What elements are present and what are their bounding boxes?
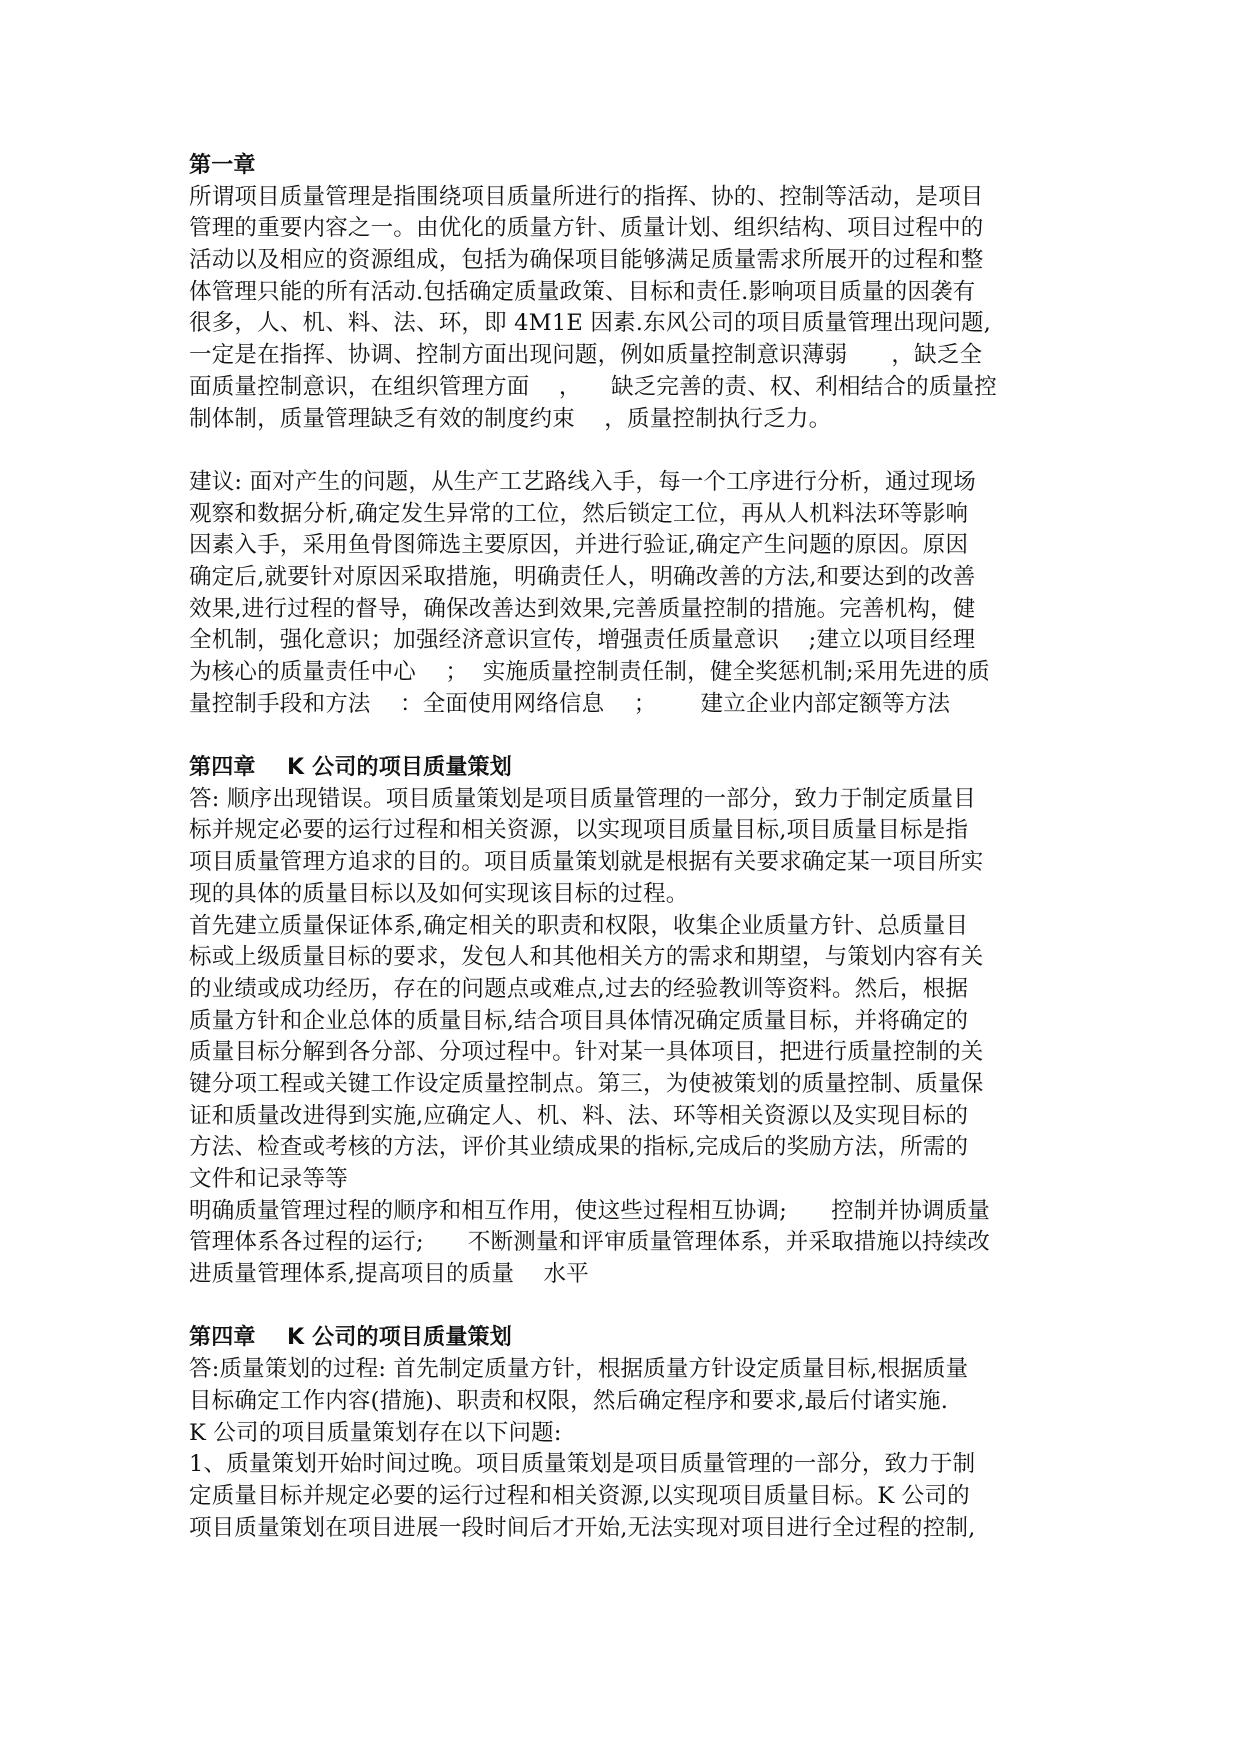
text-line: 活动以及相应的资源组成，包括为确保项目能够满足质量需求所展开的过程和整 <box>189 247 984 274</box>
text-line: 质量方针和企业总体的质量目标,结合项目具体情况确定质量目标，并将确定的 <box>189 1007 969 1034</box>
text-line: 的业绩或成功经历，存在的问题点或难点,过去的经验教训等资料。然后，根据 <box>189 975 969 1002</box>
text-line: 体管理只能的所有活动.包括确定质量政策、目标和责任.影响项目质量的因袭有 <box>189 278 976 305</box>
text-line: 答:质量策划的过程: 首先制定质量方针，根据质量方针设定质量目标,根据质量 <box>189 1356 969 1383</box>
text-line: 方法、检查或考核的方法，评价其业绩成果的指标,完成后的奖励方法，所需的 <box>189 1134 969 1161</box>
text-line: 为核心的质量责任中心 ； 实施质量控制责任制，健全奖惩机制;采用先进的质 <box>189 659 990 685</box>
text-line: K 公司的项目质量策划存在以下问题: <box>189 1419 562 1446</box>
text-line: 证和质量改进得到实施,应确定人、机、料、法、环等相关资源以及实现目标的 <box>189 1102 969 1129</box>
text-line: 建议: 面对产生的问题，从生产工艺路线入手，每一个工序进行分析，通过现场 <box>189 468 976 495</box>
text-line: 确定后,就要针对原因采取措施，明确责任人，明确改善的方法,和要达到的改善 <box>189 563 976 590</box>
text-line: 观察和数据分析,确定发生异常的工位，然后锁定工位，再从人机料法环等影响 <box>189 500 969 527</box>
text-line: 目标确定工作内容(措施)、职责和权限，然后确定程序和要求,最后付诸实施. <box>189 1387 949 1414</box>
paragraph-gap <box>189 720 1059 752</box>
paragraph-gap <box>189 1291 1059 1323</box>
text-line: 现的具体的质量目标以及如何实现该目标的过程。 <box>189 880 689 907</box>
text-line: 标或上级质量目标的要求，发包人和其他相关方的需求和期望，与策划内容有关 <box>189 944 984 971</box>
text-line: 首先建立质量保证体系,确定相关的职责和权限，收集企业质量方针、总质量目 <box>189 912 969 939</box>
paragraph <box>189 182 1059 436</box>
text-line: 效果,进行过程的督导，确保改善达到效果,完善质量控制的措施。完善机构，健 <box>189 595 976 622</box>
text-line: 管理体系各过程的运行; 不断测量和评审质量管理体系，并采取措施以持续改 <box>189 1229 990 1256</box>
text-line: 标并规定必要的运行过程和相关资源，以实现项目质量目标,项目质量目标是指 <box>189 817 969 844</box>
text-line: 定质量目标并规定必要的运行过程和相关资源,以实现项目质量目标。K 公司的 <box>189 1482 970 1509</box>
text-line: 项目质量策划在项目进展一段时间后才开始,无法实现对项目进行全过程的控制, <box>189 1514 976 1541</box>
text-line: 文件和记录等等 <box>189 1166 348 1192</box>
text-line: 量控制手段和方法 ：全面使用网络信息 ； 建立企业内部定额等方法 <box>189 690 951 717</box>
paragraph <box>189 1354 1059 1544</box>
chapter-heading: 第一章 <box>189 153 256 178</box>
text-line: 所谓项目质量管理是指围绕项目质量所进行的指挥、协的、控制等活动，是项目 <box>189 183 984 210</box>
paragraph <box>189 784 1059 1291</box>
text-line: 答: 顺序出现错误。项目质量策划是项目质量管理的一部分，致力于制定质量目 <box>189 785 976 812</box>
text-line: 很多，人、机、料、法、环，即 4M1E 因素.东风公司的项目质量管理出现问题, <box>189 310 992 337</box>
text-line: 1、质量策划开始时间过晚。项目质量策划是项目质量管理的一部分，致力于制 <box>189 1451 976 1478</box>
text-line: 明确质量管理过程的顺序和相互作用，使这些过程相互协调; 控制并协调质量 <box>189 1197 990 1224</box>
document-page <box>189 150 1059 1544</box>
text-line: 制体制，质量管理缺乏有效的制度约束 ，质量控制执行乏力。 <box>189 405 832 432</box>
text-line: 项目质量管理方追求的目的。项目质量策划就是根据有关要求确定某一项目所实 <box>189 849 984 876</box>
text-line: 质量目标分解到各分部、分项过程中。针对某一具体项目，把进行质量控制的关 <box>189 1039 984 1066</box>
chapter-heading: 第四章 K 公司的项目质量策划 <box>189 1325 512 1351</box>
text-line: 管理的重要内容之一。由优化的质量方针、质量计划、组织结构、项目过程中的 <box>189 215 984 242</box>
text-line: 面质量控制意识，在组织管理方面 ， 缺乏完善的责、权、利相结合的质量控 <box>189 373 997 400</box>
text-line: 一定是在指挥、协调、控制方面出现问题，例如质量控制意识薄弱 ，缺乏全 <box>189 342 983 369</box>
text-line: 因素入手，采用鱼骨图筛选主要原因，并进行验证,确定产生问题的原因。原因 <box>189 532 969 559</box>
text-line: 进质量管理体系,提高项目的质量 水平 <box>189 1261 589 1288</box>
paragraph-gap <box>189 435 1059 467</box>
chapter-heading: 第四章 K 公司的项目质量策划 <box>189 755 512 781</box>
paragraph <box>189 467 1059 721</box>
text-line: 全机制，强化意识；加强经济意识宣传，增强责任质量意识 ;建立以项目经理 <box>189 627 976 654</box>
text-line: 键分项工程或关键工作设定质量控制点。第三，为使被策划的质量控制、质量保 <box>189 1070 984 1097</box>
